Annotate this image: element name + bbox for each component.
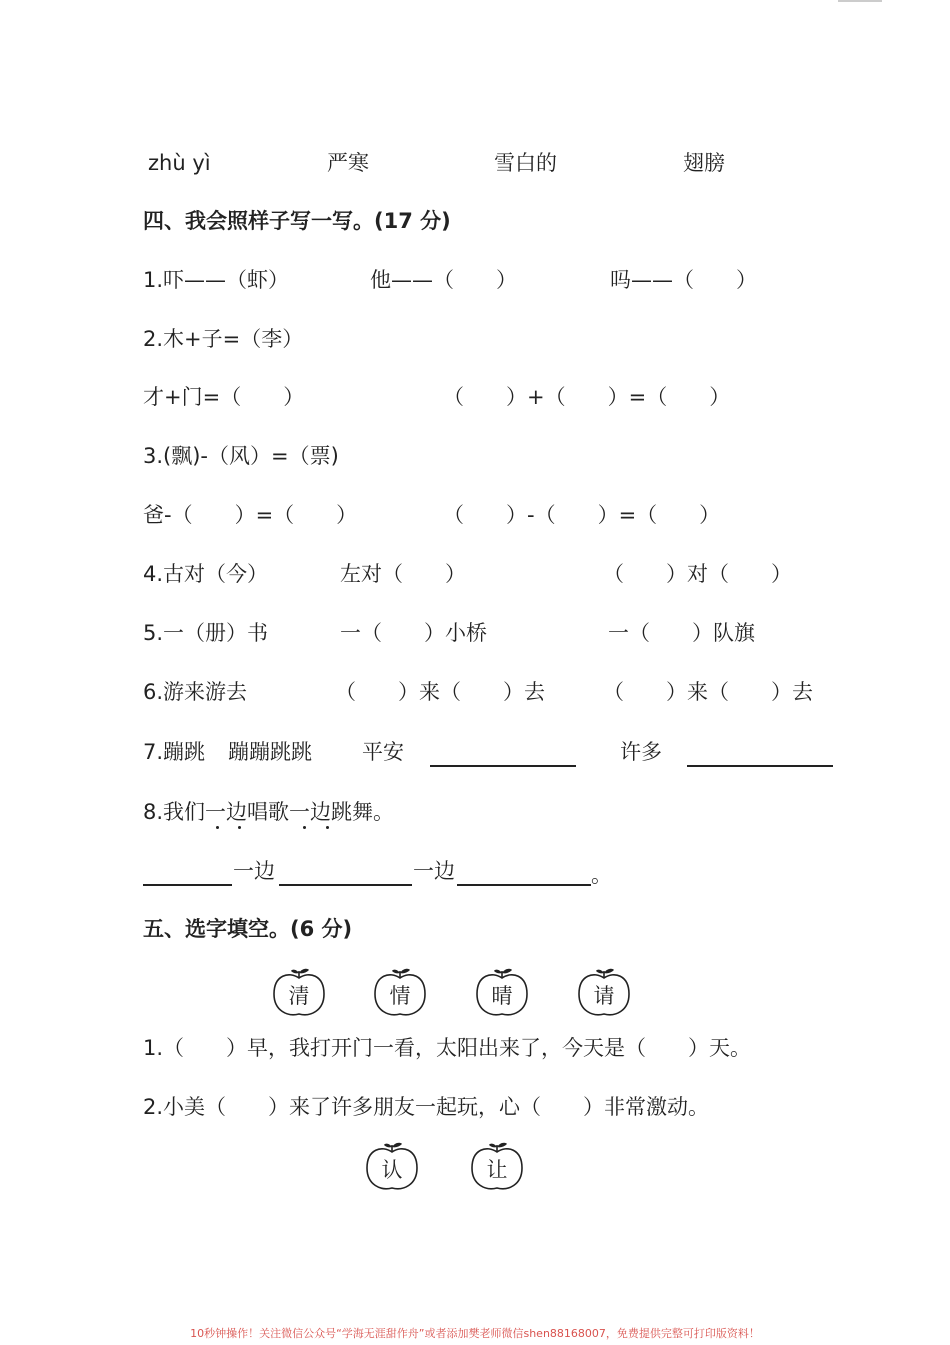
q6-blank-1: （ ）来（ ）去: [335, 680, 545, 704]
q7-word-1: 平安: [362, 740, 404, 764]
footer-promo: 10秒钟操作！关注微信公众号“学海无涯甜作舟”或者添加樊老师微信shen88168007，免费提供完整可打印版资料！: [190, 1327, 760, 1340]
emphasis-dot: [303, 826, 306, 829]
section-4-title: 四、我会照样子写一写。(17 分): [143, 209, 451, 233]
apple-char-option: [469, 1142, 525, 1192]
emphasis-dot: [238, 826, 241, 829]
q7-answer-line-1: [430, 765, 576, 767]
section-5-title: 五、选字填空。(6 分): [143, 917, 353, 941]
q3-blank-2: （ ）-（ ）=（ ）: [443, 503, 721, 527]
word-item: 严寒: [327, 151, 369, 175]
q2-blank-2: （ ）+（ ）=（ ）: [443, 385, 731, 409]
q1-blank-2: 吗——（ ）: [610, 268, 757, 292]
apple-char-option: [372, 968, 428, 1018]
q3-example: 3.(飘)-（风）=（票): [143, 444, 339, 468]
q7-example-answer: 蹦蹦跳跳: [228, 740, 312, 764]
sentence-1: 1.（ ）早，我打开门一看，太阳出来了，今天是（ ）天。: [143, 1036, 752, 1060]
apple-char-option: [576, 968, 632, 1018]
apple-char-option: [474, 968, 530, 1018]
apple-char-option: [364, 1142, 420, 1192]
q8-period: 。: [591, 863, 612, 887]
pinyin-item: zhù yì: [148, 151, 211, 175]
q2-example: 2.木+子=（李）: [143, 327, 304, 351]
q8-example: 8.我们一边唱歌一边跳舞。: [143, 800, 395, 824]
q6-example: 6.游来游去: [143, 680, 248, 704]
q3-blank-1: 爸-（ ）=（ ）: [143, 503, 358, 527]
emphasis-dot: [326, 826, 329, 829]
emphasis-dot: [216, 826, 219, 829]
q8-yibian-2: 一边: [413, 859, 455, 883]
apple-char: 让: [486, 1158, 508, 1182]
q2-blank-1: 才+门=（ ）: [143, 385, 305, 409]
q7-answer-line-2: [687, 765, 833, 767]
top-edge-mark: [838, 0, 882, 2]
q7-example: 7.蹦跳: [143, 740, 206, 764]
q8-yibian-1: 一边: [233, 859, 275, 883]
q5-blank-2: 一（ ）队旗: [608, 621, 755, 645]
apple-char-option: [271, 968, 327, 1018]
sentence-2: 2.小美（ ）来了许多朋友一起玩，心（ ）非常激动。: [143, 1095, 710, 1119]
word-item: 翅膀: [683, 151, 725, 175]
apple-char: 晴: [491, 984, 513, 1008]
q1-example: 1.吓——（虾）: [143, 268, 290, 292]
q8-answer-line-1: [143, 884, 232, 886]
q8-answer-line-3: [457, 884, 591, 886]
q7-word-2: 许多: [620, 740, 662, 764]
q4-example: 4.古对（今）: [143, 562, 269, 586]
apple-char: 清: [288, 984, 310, 1008]
word-item: 雪白的: [494, 151, 557, 175]
q8-answer-line-2: [279, 884, 412, 886]
q5-example: 5.一（册）书: [143, 621, 269, 645]
q6-blank-2: （ ）来（ ）去: [603, 680, 813, 704]
q1-blank-1: 他——（ ）: [370, 268, 517, 292]
q5-blank-1: 一（ ）小桥: [340, 621, 487, 645]
apple-char: 情: [389, 984, 411, 1008]
apple-char: 请: [593, 984, 615, 1008]
apple-char: 认: [381, 1158, 403, 1182]
q4-blank-2: （ ）对（ ）: [603, 562, 792, 586]
q4-blank-1: 左对（ ）: [340, 562, 466, 586]
